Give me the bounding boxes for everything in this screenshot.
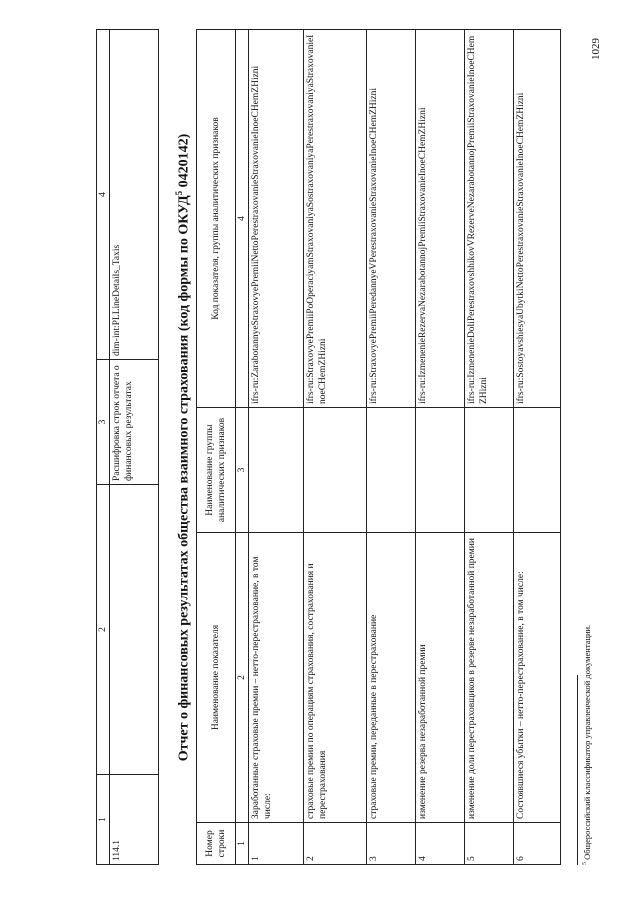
- top-table: [96, 29, 159, 865]
- column-number: 2: [236, 533, 249, 823]
- row-name: страховые премии, переданные в перестрахование: [367, 533, 416, 823]
- row-name: страховые премии по операциям страхования, сострахования и перестрахования: [304, 533, 367, 823]
- row-code: ifrs-ru:SostoyavshiesyaUbytkiNettoPerestraxovanieStraxovanieInoeCHemZHizni: [514, 30, 561, 408]
- page-number: 1029: [590, 38, 602, 60]
- row-code: ifrs-ru:IzmenenieDoliPerestraxovshhikovVRezerveNezarabotannojPremiiStraxovanieInoeCHemZHizni: [465, 30, 514, 408]
- row-number: 2: [304, 823, 367, 865]
- footnote-text: Общероссийский классификатор управленческой документации.: [582, 624, 592, 862]
- table-row: [416, 30, 465, 865]
- row-code: ifrs-ru:StraxovyePremiiPoOperaciyamStraxovaniyaSostraxovaniyaPerestraxovaniyaStraxovanieInoeCHemZHizni: [304, 30, 367, 408]
- table-row: [367, 30, 416, 865]
- row-number: 4: [416, 823, 465, 865]
- column-number: 4: [236, 30, 249, 408]
- table-row: [514, 30, 561, 865]
- row-number: 6: [514, 823, 561, 865]
- header-name: Наименование показателя: [197, 533, 236, 823]
- section-title-tail: 0420142): [176, 133, 192, 191]
- row-number: 5: [465, 823, 514, 865]
- column-number: 1: [97, 775, 110, 865]
- row-number: 1: [249, 823, 304, 865]
- row-group: [416, 408, 465, 533]
- section-title-text: Отчет о финансовых результатах общества взаимного страхования (код формы по ОКУД: [176, 195, 192, 762]
- table-row: [465, 30, 514, 865]
- row-number: 114.1: [110, 775, 159, 865]
- table-row: [304, 30, 367, 865]
- row-name: Состоявшиеся убытки – нетто-перестрахование, в том числе:: [514, 533, 561, 823]
- row-name: [110, 485, 159, 775]
- row-code: dim-int:PLLineDetails_Taxis: [110, 30, 159, 360]
- column-number: 3: [236, 408, 249, 533]
- row-group: Расшифровка строк отчета о финансовых результатах: [110, 360, 159, 485]
- footnote-marker: 5: [582, 862, 589, 865]
- main-table: [196, 29, 561, 865]
- row-group: [367, 408, 416, 533]
- main-table-column-numbers: [236, 30, 249, 865]
- section-title: [174, 30, 193, 865]
- row-number: 3: [367, 823, 416, 865]
- row-group: [304, 408, 367, 533]
- row-name: изменение резерва незаработанной премии: [416, 533, 465, 823]
- column-number: 3: [97, 360, 110, 485]
- column-number: 2: [97, 485, 110, 775]
- table-row: [249, 30, 304, 865]
- footnote: [582, 625, 592, 865]
- row-group: [465, 408, 514, 533]
- column-number: 1: [236, 823, 249, 865]
- row-code: ifrs-ru:ZarabotannyeStraxovyePremiiNettoPerestraxovanieStraxovanieInoeCHemZHizni: [249, 30, 304, 408]
- main-table-header: [197, 30, 236, 865]
- section-title-footnote-marker: 5: [174, 190, 184, 196]
- header-number: Номер строки: [197, 823, 236, 865]
- table-row: [110, 30, 159, 865]
- row-group: [514, 408, 561, 533]
- row-code: ifrs-ru:IzmenenieRezervaNezarabotannojPremiiStraxovanieInoeCHemZHizni: [416, 30, 465, 408]
- column-number: 4: [97, 30, 110, 360]
- row-name: изменение доли перестраховщиков в резерве незаработанной премии: [465, 533, 514, 823]
- footnote-divider: [577, 675, 578, 865]
- header-group: Наименование группы аналитических признаков: [197, 408, 236, 533]
- top-table-column-numbers: [97, 30, 110, 865]
- row-group: [249, 408, 304, 533]
- row-name: Заработанные страховые премии – нетто-перестрахование, в том числе:: [249, 533, 304, 823]
- row-code: ifrs-ru:StraxovyePremiiPeredannyeVPerestraxovanieStraxovanieInoeCHemZHizni: [367, 30, 416, 408]
- header-code: Код показателя, группы аналитических признаков: [197, 30, 236, 408]
